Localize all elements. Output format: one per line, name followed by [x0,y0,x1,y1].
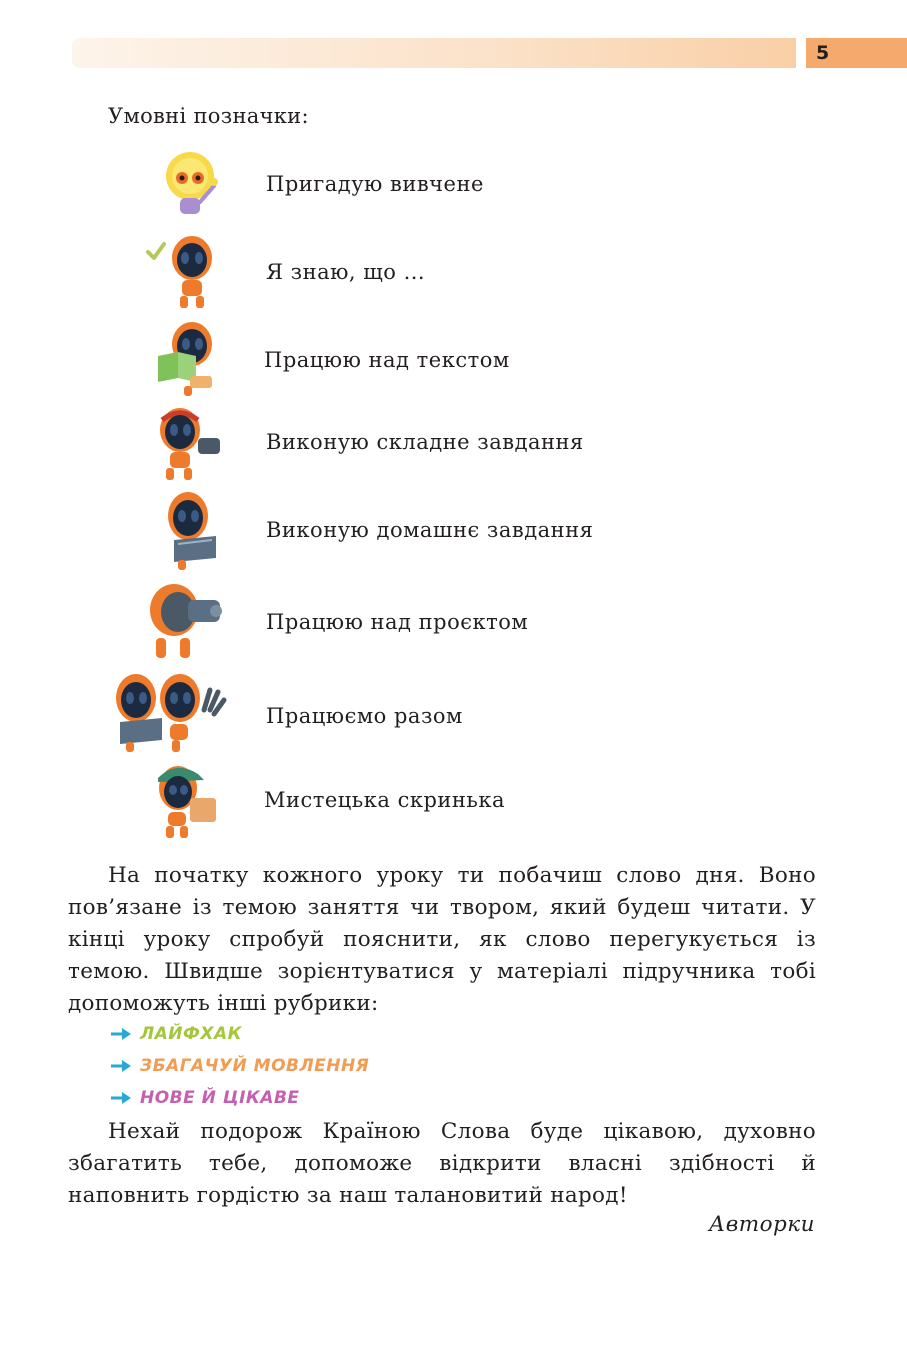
complex-task-robot-icon [148,402,226,482]
signature: Авторки [708,1212,815,1237]
legend-label: Мистецька скринька [264,788,505,812]
rubric-new-interesting [110,1088,300,1108]
header-bar [72,38,796,68]
closing-paragraph [68,1116,816,1212]
legend-label: Працюємо разом [266,704,463,728]
closing-text: Нехай подорож Країною Слова буде цікавою, духовно збагатить тебе, допоможе відкрити власні здібності й наповнить гордістю за наш талановитий народ! [68,1119,816,1208]
checkmark-robot-icon [142,230,226,310]
rubric-label: НОВЕ Й ЦІКАВЕ [140,1088,300,1108]
intro-text: На початку кожного уроку ти побачиш слово дня. Воно пов’язане із темою заняття чи твором, який будеш читати. У кінці уроку спробуй пояснити, як слово перегукується із темою. Швидше зорієнтуватися у матеріалі підручника тобі допоможуть інші рубрики: [68,863,816,1016]
project-robot-icon [140,578,226,662]
intro-paragraph [68,860,816,1020]
rubric-lifehack [110,1024,242,1044]
legend-title: Умовні позначки: [108,104,309,128]
legend-label: Пригадую вивчене [266,172,484,196]
homework-robot-icon [150,488,226,572]
arrow-right-icon [110,1091,132,1105]
two-robots-icon [106,670,228,754]
legend-label: Виконую домашнє завдання [266,518,594,542]
legend-label: Працюю над текстом [264,348,510,372]
rubric-label: ЗБАГАЧУЙ МОВЛЕННЯ [140,1056,370,1076]
arrow-right-icon [110,1027,132,1041]
legend-label: Я знаю, що ... [266,260,426,284]
arrow-right-icon [110,1059,132,1073]
rubric-enrich-speech [110,1056,369,1076]
page-number: 5 [806,38,907,68]
legend-label: Працюю над проєктом [266,610,529,634]
lightbulb-robot-icon [150,142,230,222]
reading-robot-icon [150,316,226,396]
legend-label: Виконую складне завдання [266,430,584,454]
art-box-robot-icon [146,758,220,840]
rubric-label: ЛАЙФХАК [140,1024,243,1044]
